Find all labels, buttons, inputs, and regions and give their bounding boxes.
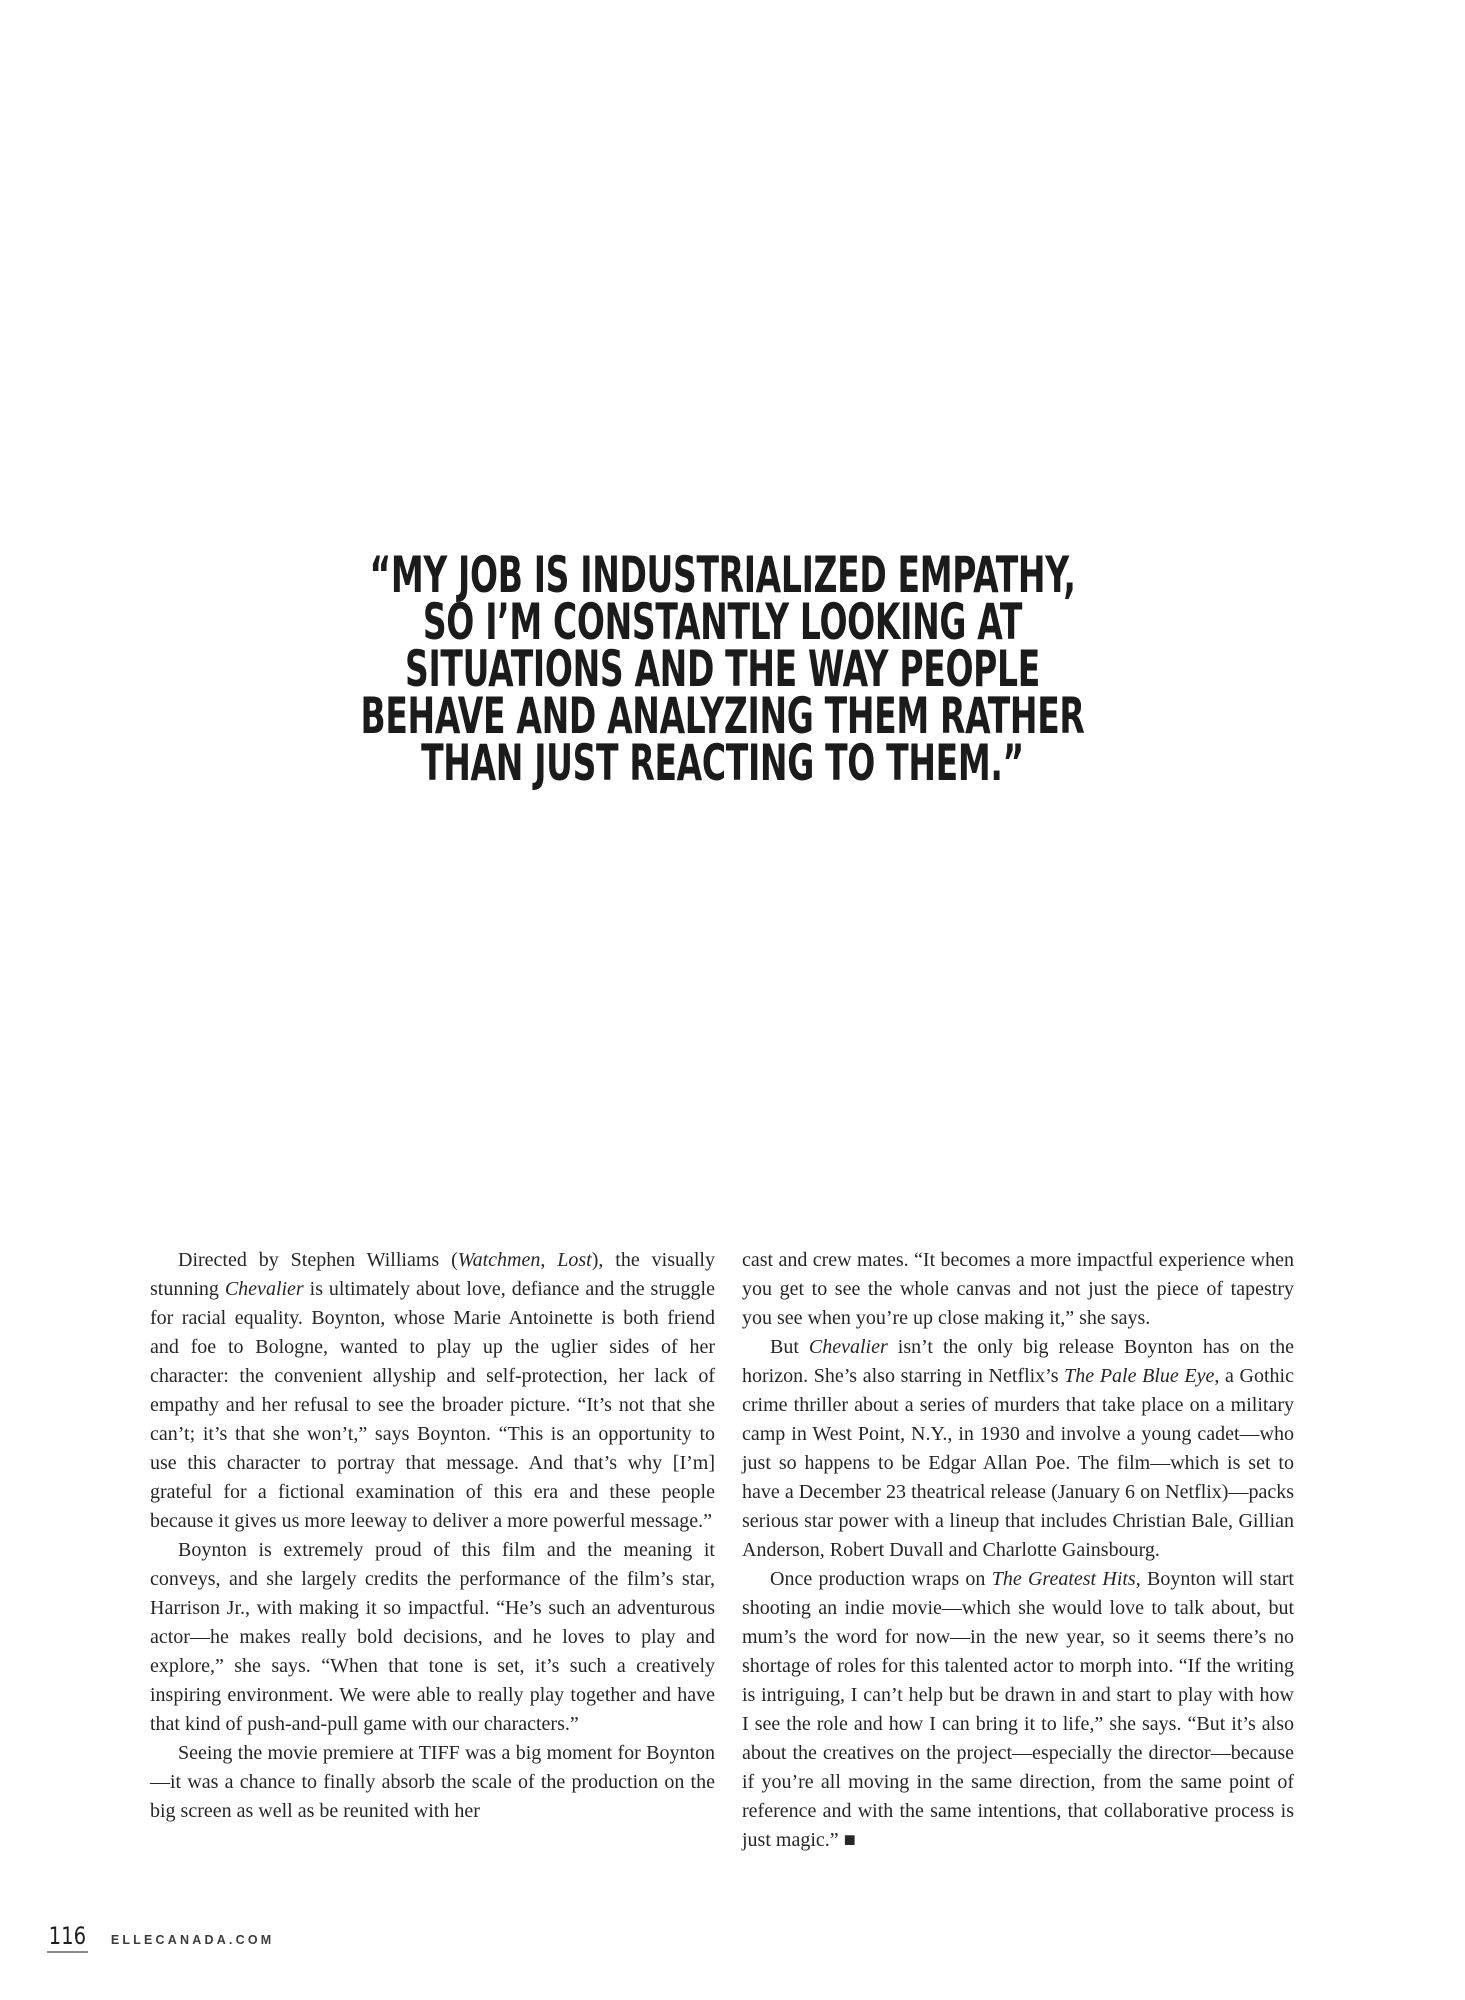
article-body [150, 1246, 1294, 1855]
page-number: 116 [47, 1924, 88, 1953]
article-paragraph: Directed by Stephen Williams (Watchmen, Lost), the visually stunning Chevalier is ultimately about love, defiance and the struggle for racial equality. Boynton, whose Marie Antoinette is both friend and foe to Bologne, wanted to play up the uglier sides of her character: the convenient allyship and self-protection, her lack of empathy and her refusal to see the broader picture. “It’s not that she can’t; it’s that she won’t,” says Boynton. “This is an opportunity to use this character to portray that message. And that’s why [I’m] grateful for a fictional examination of this era and these people because it gives us more leeway to deliver a more powerful message.” [150, 1249, 715, 1532]
pull-quote-line-2: SO I’M CONSTANTLY LOOKING AT [422, 593, 1023, 651]
article-column-right [742, 1246, 1294, 1855]
article-paragraph: cast and crew mates. “It becomes a more impactful experience when you get to see the whole canvas and not just the piece of tapestry you see when you’re up close making it,” she says. [742, 1249, 1294, 1329]
page-footer [47, 1924, 274, 1953]
pull-quote [160, 546, 1285, 792]
pull-quote-line-4: BEHAVE AND ANALYZING THEM RATHER [360, 687, 1085, 745]
pull-quote-line-3: SITUATIONS AND THE WAY PEOPLE [405, 640, 1040, 698]
pull-quote-line-1: “MY JOB IS INDUSTRIALIZED EMPATHY, [369, 546, 1076, 604]
article-paragraph: But Chevalier isn’t the only big release Boynton has on the horizon. She’s also starring in Netflix’s The Pale Blue Eye, a Gothic crime thriller about a series of murders that take place on a military camp in West Point, N.Y., in 1930 and involve a young cadet—who just so happens to be Edgar Allan Poe. The film—which is set to have a December 23 theatrical release (January 6 on Netflix)—packs serious star power with a lineup that includes Christian Bale, Gillian Anderson, Robert Duvall and Charlotte Gainsbourg. [742, 1336, 1294, 1561]
article-column-left [150, 1246, 715, 1855]
article-paragraph: Seeing the movie premiere at TIFF was a big moment for Boynton—it was a chance to finally absorb the scale of the production on the big screen as well as be reunited with her [150, 1742, 715, 1822]
article-paragraph: Boynton is extremely proud of this film and the meaning it conveys, and she largely credits the performance of the film’s star, Harrison Jr., with making it so impactful. “He’s such an adventurous actor—he makes really bold decisions, and he loves to play and explore,” she says. “When that tone is set, it’s such a creatively inspiring environment. We were able to really play together and have that kind of push-and-pull game with our characters.” [150, 1539, 715, 1735]
site-url: ELLECANADA.COM [110, 1932, 275, 1947]
article-paragraph: Once production wraps on The Greatest Hits, Boynton will start shooting an indie movie—which she would love to talk about, but mum’s the word for now—in the new year, so it seems there’s no shortage of roles for this talented actor to morph into. “If the writing is intriguing, I can’t help but be drawn in and start to play with how I see the role and how I can bring it to life,” she says. “But it’s also about the creatives on the project—especially the director—because if you’re all moving in the same direction, from the same point of reference and with the same intentions, that collaborative process is just magic.” ■ [742, 1568, 1294, 1851]
pull-quote-line-5: THAN JUST REACTING TO THEM.” [421, 734, 1024, 792]
